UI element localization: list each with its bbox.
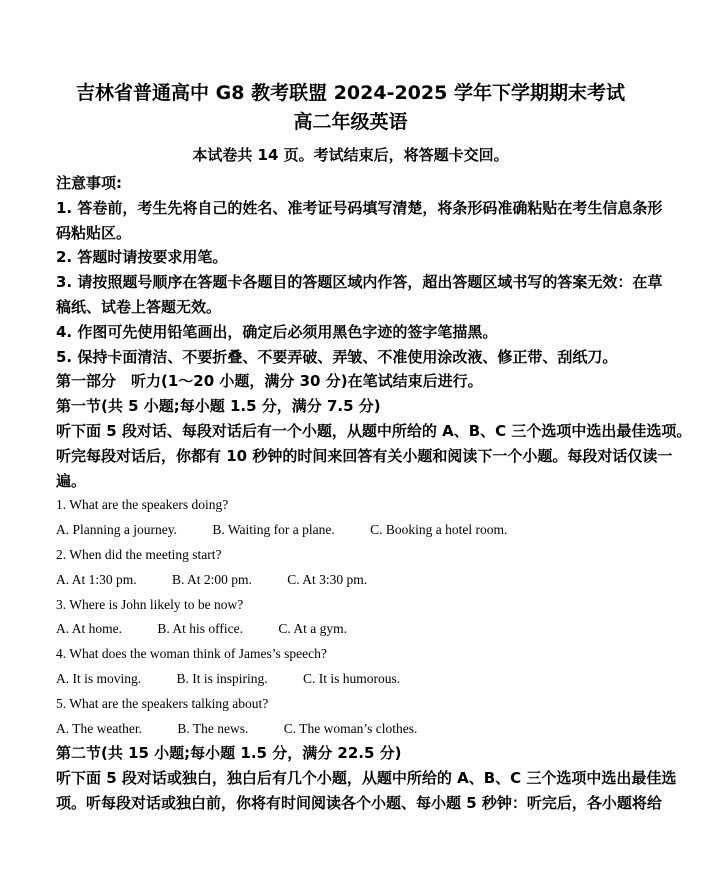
question-4-option-a: A. It is moving. bbox=[56, 670, 142, 686]
question-1-option-c: C. Booking a hotel room. bbox=[370, 522, 508, 538]
notice-line-5: 5. 保持卡面清洁、不要折叠、不要弄破、弄皱、不准使用涂改液、修正带、刮纸刀。 bbox=[56, 347, 618, 366]
question-3-option-b: B. At his office. bbox=[157, 621, 243, 637]
question-5-text: 5. What are the speakers talking about? bbox=[56, 695, 269, 711]
question-5-option-a: A. The weather. bbox=[56, 720, 142, 736]
section1-instruction-line-1: 听下面 5 段对话、每段对话后有一个小题，从题中所给的 A、B、C 三个选项中选出最佳选项。 bbox=[56, 421, 692, 440]
section1-instruction-line-3: 遍。 bbox=[56, 471, 87, 490]
exam-body bbox=[56, 171, 692, 816]
exam-note: 本试卷共 14 页。考试结束后，将答题卡交回。 bbox=[192, 146, 509, 164]
question-5-option-c: C. The woman’s clothes. bbox=[283, 720, 418, 736]
question-3-option-a: A. At home. bbox=[56, 621, 122, 637]
question-4-option-c: C. It is humorous. bbox=[303, 670, 401, 686]
question-5-options bbox=[56, 717, 645, 742]
exam-grade-subject: 高二年级英语 bbox=[293, 111, 408, 133]
exam-header bbox=[56, 0, 645, 165]
question-1-text: 1. What are the speakers doing? bbox=[56, 497, 229, 513]
question-2-option-b: B. At 2:00 pm. bbox=[172, 571, 252, 587]
notice-line-3-cont: 稿纸、试卷上答题无效。 bbox=[56, 297, 222, 316]
question-4-options bbox=[56, 667, 645, 692]
notice-line-4: 4. 作图可先使用铅笔画出，确定后必须用黑色字迹的签字笔描黑。 bbox=[56, 322, 498, 341]
question-1-option-b: B. Waiting for a plane. bbox=[212, 522, 335, 538]
question-4-option-b: B. It is inspiring. bbox=[176, 670, 268, 686]
question-3-option-c: C. At a gym. bbox=[278, 621, 348, 637]
question-3-options bbox=[56, 617, 645, 642]
exam-title: 吉林省普通高中 G8 教考联盟 2024-2025 学年下学期期末考试 bbox=[76, 82, 625, 104]
question-2-options bbox=[56, 568, 645, 593]
notice-line-2: 2. 答题时请按要求用笔。 bbox=[56, 248, 228, 267]
question-3-text: 3. Where is John likely to be now? bbox=[56, 596, 244, 612]
question-4-text: 4. What does the woman think of James’s speech? bbox=[56, 646, 327, 662]
question-2-option-a: A. At 1:30 pm. bbox=[56, 571, 137, 587]
part1-heading: 第一部分 听力(1～20 小题，满分 30 分)在笔试结束后进行。 bbox=[56, 372, 483, 391]
section1-instruction-line-2: 听完每段对话后，你都有 10 秒钟的时间来回答有关小题和阅读下一个小题。每段对话仅读一 bbox=[56, 446, 673, 465]
section2-heading: 第二节(共 15 小题;每小题 1.5 分，满分 22.5 分) bbox=[56, 744, 402, 763]
question-1-option-a: A. Planning a journey. bbox=[56, 522, 177, 538]
question-5-option-b: B. The news. bbox=[177, 720, 249, 736]
notice-line-1: 1. 答卷前，考生先将自己的姓名、准考证号码填写清楚，将条形码准确粘贴在考生信息条形 bbox=[56, 198, 663, 217]
notice-line-3: 3. 请按照题号顺序在答题卡各题目的答题区域内作答，超出答题区域书写的答案无效：在草 bbox=[56, 273, 663, 292]
section1-heading: 第一节(共 5 小题;每小题 1.5 分，满分 7.5 分) bbox=[56, 397, 381, 416]
question-1-options bbox=[56, 518, 645, 543]
section2-instruction-line-1: 听下面 5 段对话或独白，独白后有几个小题，从题中所给的 A、B、C 三个选项中选出最佳选 bbox=[56, 769, 677, 788]
notices-heading: 注意事项: bbox=[56, 174, 122, 192]
section2-instruction-line-2: 项。听每段对话或独白前，你将有时间阅读各个小题、每小题 5 秒钟：听完后，各小题将给 bbox=[56, 793, 662, 812]
question-2-text: 2. When did the meeting start? bbox=[56, 546, 222, 562]
question-2-option-c: C. At 3:30 pm. bbox=[287, 571, 368, 587]
notice-line-1-cont: 码粘贴区。 bbox=[56, 223, 132, 242]
